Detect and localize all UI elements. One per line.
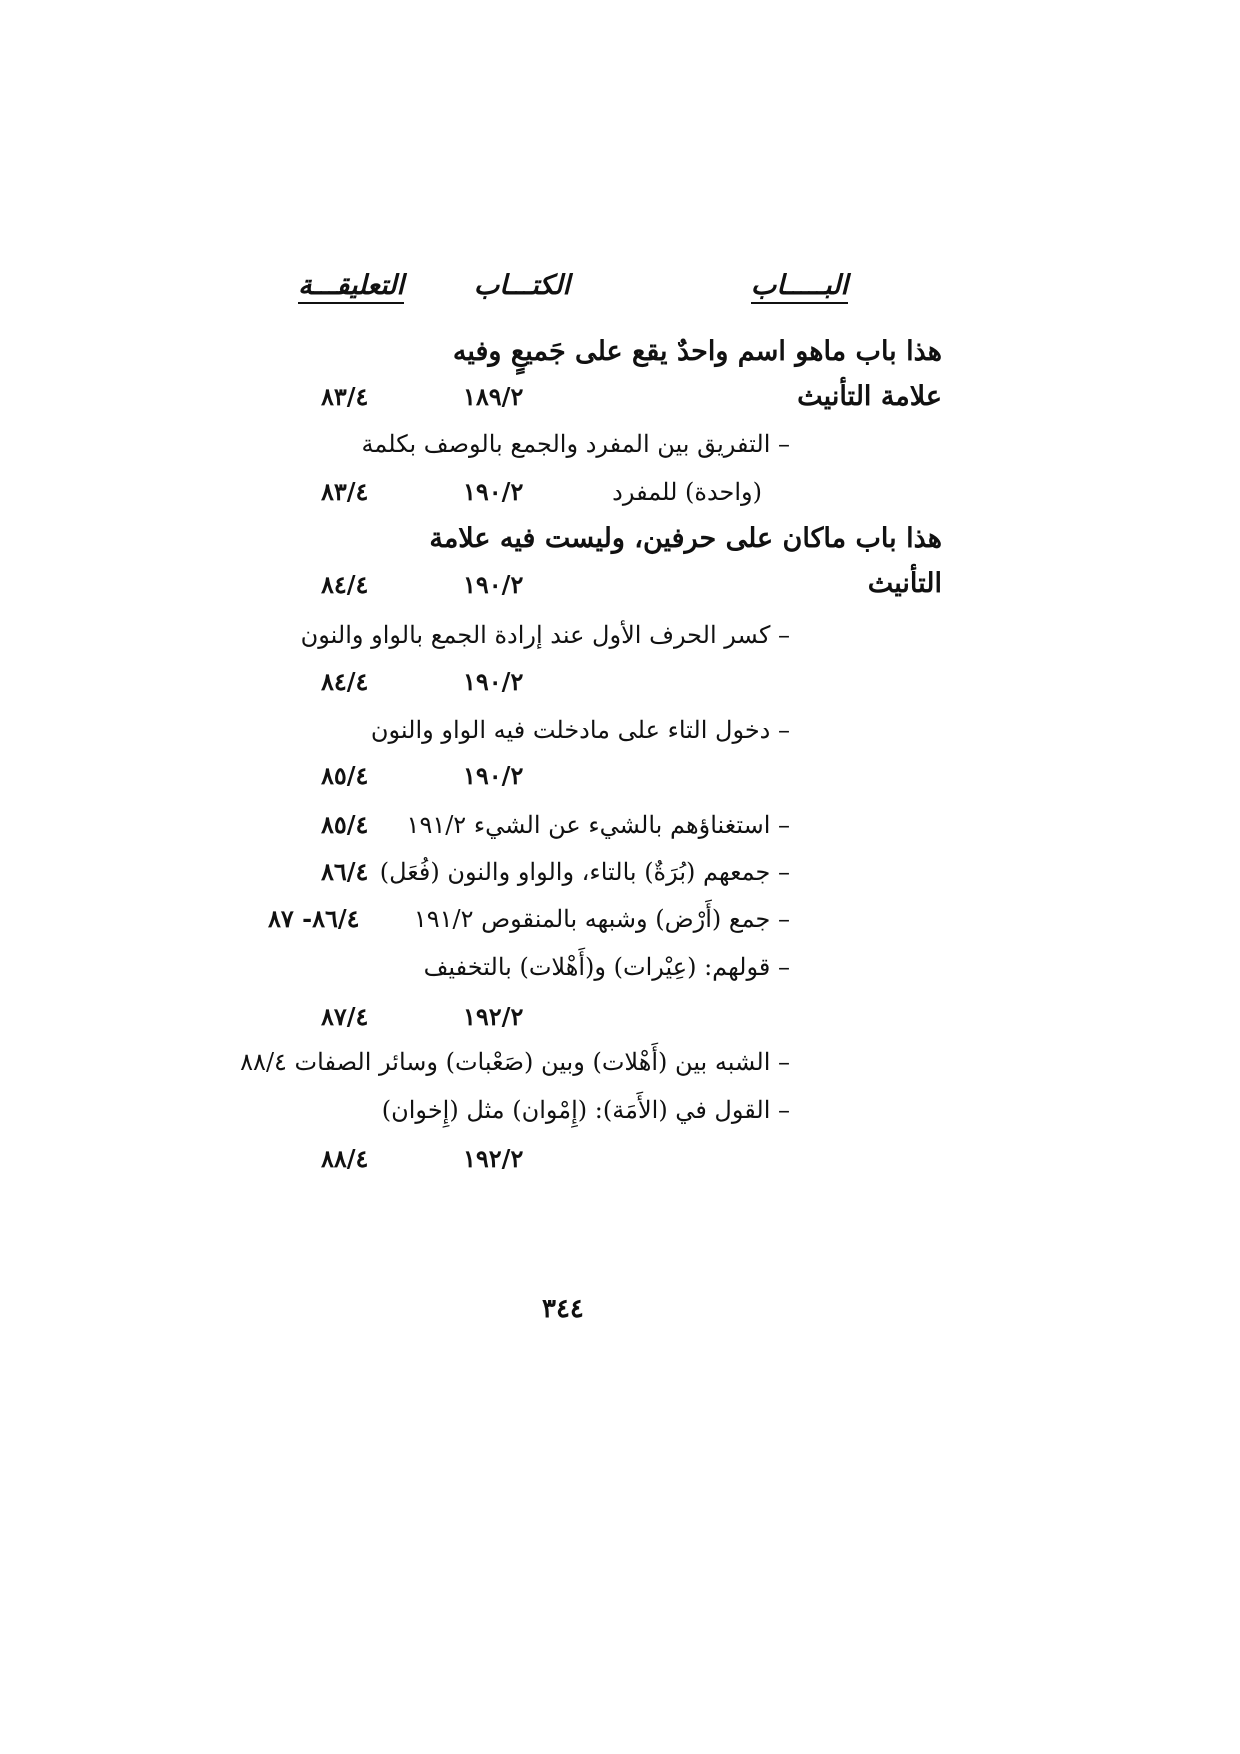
taliqa-ref: ٨٤/٤ <box>321 667 369 696</box>
index-item: – دخول التاء على مادخلت فيه الواو والنون <box>370 716 790 744</box>
taliqa-ref: ٨٦/٤ <box>321 857 369 886</box>
taliqa-ref: ٨٥/٤ <box>321 761 369 790</box>
page-number: ٣٤٤ <box>542 1294 584 1324</box>
chapter-heading-continuation: علامة التأنيث <box>797 381 942 412</box>
kitab-ref: ١٩٠/٢ <box>463 761 524 790</box>
column-header-taliqa: التعليقـــة <box>298 272 404 304</box>
index-item: – جمع (أَرْض) وشبهه بالمنقوص ١٩١/٢ <box>413 905 790 933</box>
taliqa-ref: ٨٣/٤ <box>321 477 369 506</box>
taliqa-ref: ٨٨/٤ <box>321 1144 369 1173</box>
chapter-heading: هذا باب ماكان على حرفين، وليست فيه علامة <box>429 523 942 554</box>
kitab-ref: ١٩٢/٢ <box>463 1144 524 1173</box>
index-item: – جمعهم (بُرَةٌ) بالتاء، والواو والنون (فُعَل) <box>379 858 790 886</box>
index-item-continuation: (واحدة) للمفرد <box>612 478 762 506</box>
taliqa-ref: ٨٣/٤ <box>321 382 369 411</box>
column-header-bab: البـــــاب <box>751 272 848 304</box>
index-item: – قولهم: (عِيْرات) و(أَهْلات) بالتخفيف <box>423 953 790 981</box>
index-item: – القول في (الأَمَة): (إِمْوان) مثل (إِخوان) <box>381 1096 790 1124</box>
kitab-ref: ١٨٩/٢ <box>463 382 524 411</box>
chapter-heading-continuation: التأنيث <box>867 568 942 599</box>
index-item: – الشبه بين (أَهْلات) وبين (صَعْبات) وسائر الصفات ٨٨/٤ <box>240 1048 790 1076</box>
taliqa-ref: ٨٥/٤ <box>321 810 369 839</box>
taliqa-ref: ٨٦/٤- ٨٧ <box>268 904 360 933</box>
kitab-ref: ١٩٠/٢ <box>463 667 524 696</box>
taliqa-ref: ٨٧/٤ <box>321 1002 369 1031</box>
column-header-kitab: الكتـــاب <box>473 270 570 301</box>
chapter-heading: هذا باب ماهو اسم واحدٌ يقع على جَميعٍ وفيه <box>452 336 942 367</box>
kitab-ref: ١٩٠/٢ <box>463 477 524 506</box>
index-item: – التفريق بين المفرد والجمع بالوصف بكلمة <box>361 430 790 458</box>
kitab-ref: ١٩٢/٢ <box>463 1002 524 1031</box>
kitab-ref: ١٩٠/٢ <box>463 570 524 599</box>
index-item: – كسر الحرف الأول عند إرادة الجمع بالواو والنون <box>300 621 790 649</box>
taliqa-ref: ٨٤/٤ <box>321 570 369 599</box>
index-item: – استغناؤهم بالشيء عن الشيء ١٩١/٢ <box>406 811 790 839</box>
